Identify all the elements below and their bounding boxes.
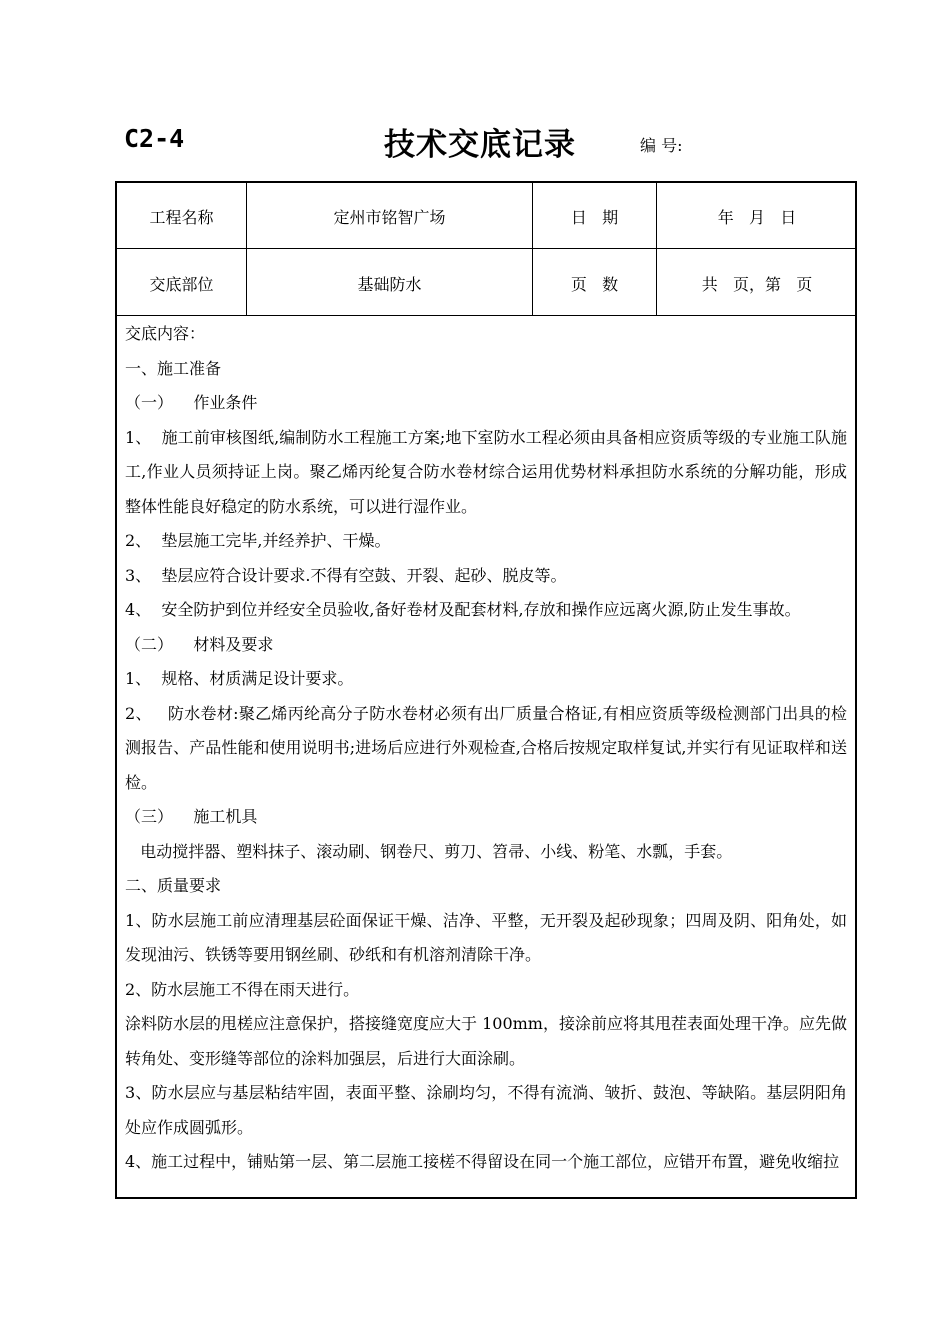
content-line: 2、防水层施工不得在雨天进行。 <box>125 979 360 999</box>
content-line: （二） 材料及要求 <box>125 634 274 654</box>
col-divider-3 <box>656 183 657 315</box>
content-line: 1、防水层施工前应清理基层砼面保证干燥、洁净、平整，无开裂及起砂现象；四周及阴、阳角处，如发现油污、铁锈等要用钢丝刷、砂纸和有机溶剂清除干净。 <box>125 910 847 964</box>
content-line: 交底内容： <box>125 324 206 343</box>
date-label: 日 期 <box>570 208 619 227</box>
row-divider-1 <box>117 248 855 249</box>
content-line: 2、 防水卷材:聚乙烯丙纶高分子防水卷材必须有出厂质量合格证,有相应资质等级检测部门出具的检测报告、产品性能和使用说明书;进场后应进行外观检查,合格后按规定取样复试,并实行有见证取样和送检。 <box>125 703 847 792</box>
col-divider-1 <box>246 183 247 315</box>
pages-value: 共 页，第 页 <box>701 275 813 294</box>
date-value: 年 月 日 <box>717 208 797 227</box>
content-line: 3、防水层应与基层粘结牢固，表面平整、涂刷均匀，不得有流淌、皱折、鼓泡、等缺陷。基层阴阳角处应作成圆弧形。 <box>125 1083 847 1137</box>
location-value: 基础防水 <box>357 275 422 294</box>
content-line: 一、施工准备 <box>125 358 222 378</box>
form-code: C2-4 <box>124 124 185 153</box>
number-label: 编 号: <box>640 136 683 155</box>
project-name-label: 工程名称 <box>149 208 214 227</box>
content-line: 二、质量要求 <box>125 876 222 895</box>
location-label: 交底部位 <box>149 275 214 294</box>
content-line: 4、施工过程中，铺贴第一层、第二层施工接槎不得留设在同一个施工部位，应错开布置，避免收缩拉 <box>125 1152 840 1171</box>
project-name-value: 定州市铭智广场 <box>333 208 446 227</box>
record-table <box>115 181 857 1199</box>
page-title: 技术交底记录 <box>384 127 576 163</box>
content-line: （一） 作业条件 <box>125 393 258 412</box>
content-line: 2、 垫层施工完毕,并经养护、干燥。 <box>125 531 391 550</box>
pages-label: 页 数 <box>570 275 619 294</box>
content-line: 涂料防水层的甩槎应注意保护，搭接缝宽度应大于 100mm，接涂前应将其甩茬表面处理干净。应先做转角处、变形缝等部位的涂料加强层，后进行大面涂刷。 <box>125 1014 847 1068</box>
content-line: 电动搅拌器、塑料抹子、滚动刷、钢卷尺、剪刀、笤帚、小线、粉笔、水瓢，手套。 <box>125 841 733 861</box>
row-divider-2 <box>117 315 855 316</box>
content-line: 3、 垫层应符合设计要求.不得有空鼓、开裂、起砂、脱皮等。 <box>125 565 567 585</box>
col-divider-2 <box>532 183 533 315</box>
briefing-content <box>125 317 847 1180</box>
content-line: （三） 施工机具 <box>125 807 258 826</box>
content-line: 4、 安全防护到位并经安全员验收,备好卷材及配套材料,存放和操作应远离火源,防止发生事故。 <box>125 600 801 619</box>
content-line: 1、 规格、材质满足设计要求。 <box>125 669 354 688</box>
content-line: 1、 施工前审核图纸,编制防水工程施工方案;地下室防水工程必须由具备相应资质等级的专业施工队施工,作业人员须持证上岗。聚乙烯丙纶复合防水卷材综合运用优势材料承担防水系统的分解功能，形成整体性能良好稳定的防水系统，可以进行湿作业。 <box>125 427 847 516</box>
